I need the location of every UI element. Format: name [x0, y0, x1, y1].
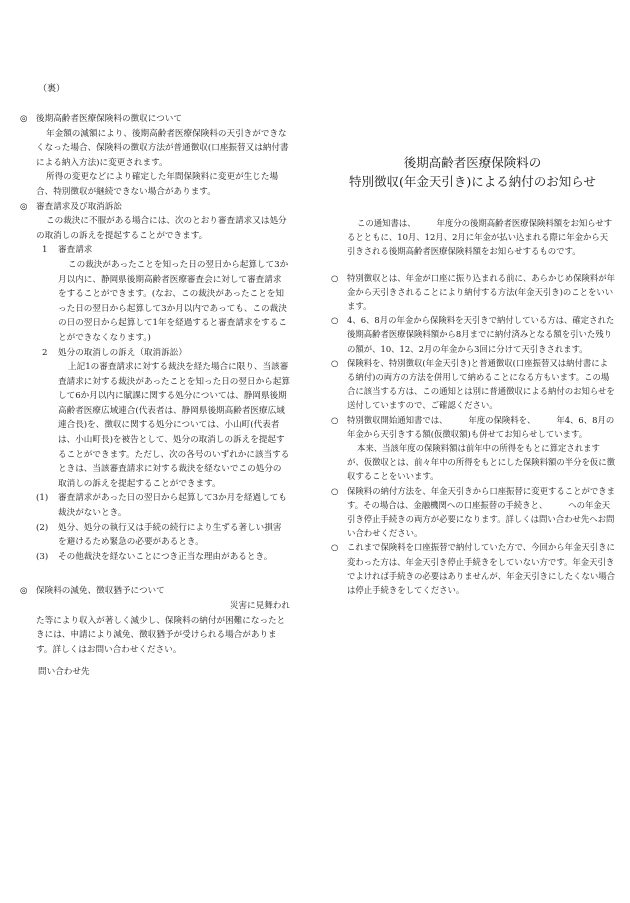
section-heading-collection	[20, 112, 290, 127]
circle-bullet-icon: ○	[331, 414, 339, 425]
sub-item-text: その他裁決を経ないことにつき正当な理由があるとき。	[58, 551, 273, 562]
circle-bullet-icon: ○	[331, 485, 339, 496]
back-side-label: （裏）	[38, 84, 66, 94]
notice-title	[330, 153, 615, 191]
paragraph: 所得の変更などにより確定した年間保険料に変更が生じた場合、特別徴収が継続できない場合があります。	[36, 172, 279, 197]
circle-bullet-icon: ○	[331, 542, 339, 553]
section-heading-appeal	[20, 200, 290, 215]
sub-item-number: (3)	[36, 551, 49, 562]
bullet-item	[331, 313, 615, 356]
section-title: 後期高齢者医療保険料の徴収について	[36, 114, 182, 124]
right-column	[331, 216, 615, 597]
item-number: 1	[42, 245, 48, 256]
bullet-item	[331, 540, 615, 597]
bullet-text: 4、6、8月の年金から保険料を天引きで納付している方は、確定された後期高齢者医療保険料額から8月までに納付済みとなる額を引いた残りの額が、10、12、2月の年金から3回に分けて天引きされます。	[347, 315, 615, 354]
paragraph: 年金額の減額により、後期高齢者医療保険料の天引きができなくなった場合、保険料の徴収方法が普通徴収(口座振替又は納付書による納入方法)に変更されます。	[36, 128, 289, 168]
bullet-text: 保険料を、特別徴収(年金天引き)と普通徴収(口座振替又は納付書による納付)の両方の方法を併用して納めることになる方もいます。この場合に該当する方は、この通知とは別に普通徴収による納付のお知らせを送付していますので、ご確認ください。	[347, 357, 615, 411]
double-circle-icon: ◎	[20, 586, 28, 597]
sub-item-text: 処分、処分の執行又は手続の続行により生ずる著しい損害を避けるため緊急の必要があるとき。	[58, 522, 282, 548]
paragraph: この裁決に不服がある場合には、次のとおり審査請求又は処分の取消しの訴えを提起することができます。	[36, 216, 287, 241]
sub-item-number: (1)	[36, 493, 49, 504]
sub-item	[20, 521, 290, 550]
numbered-item-heading	[20, 346, 290, 361]
title-line: 特別徴収(年金天引き)による納付のお知らせ	[349, 174, 596, 189]
bullet-item	[331, 271, 615, 314]
section-title: 審査請求及び取消訴訟	[36, 201, 122, 212]
paragraph-lead: 災害に見舞われ	[229, 601, 290, 611]
item-title: 処分の取消しの訴え（取消訴訟）	[58, 347, 187, 358]
left-column	[20, 112, 290, 680]
paragraph: 本来、当該年度の保険料額は前年中の所得をもとに算定されますが、仮徴収とは、前々年中の所得をもとにした保険料額の半分を仮に徴収することをいいます。	[347, 443, 615, 482]
circle-bullet-icon: ○	[331, 315, 339, 326]
title-line: 後期高齢者医療保険料の	[403, 155, 542, 170]
sub-item-number: (2)	[36, 522, 49, 533]
paragraph: 上記1の審査請求に対する裁決を経た場合に限り、当該審査請求に対する裁決があったことを知った日の翌日から起算して6か月以内に賦課に関する処分については、静岡県後期高齢者医療広域連合(代表者は、静岡県後期高齢者医療広域連合長)を、徴収に関する処分については、小山町(代表者は、小山町長)を被告として、処分の取消しの訴えを提起することができます。ただし、次の各号のいずれかに該当するときは、当該審査請求に対する裁決を経ないでこの処分の取消しの訴えを提起することができます。	[58, 362, 290, 489]
bullet-text: 特別徴収開始通知書では、 年度の保険料を、 年4、6、8月の年金から天引きする額(仮徴収額)も併せてお知らせしています。	[347, 414, 615, 439]
sub-item	[20, 491, 290, 520]
item-number: 2	[42, 347, 48, 358]
section-title: 保険料の減免、徴収猶予について	[36, 586, 165, 597]
bullet-item	[331, 356, 615, 413]
bullet-item	[331, 413, 615, 441]
item-title: 審査請求	[58, 245, 93, 256]
double-circle-icon: ◎	[20, 114, 28, 124]
bullet-item	[331, 484, 615, 541]
circle-bullet-icon: ○	[331, 272, 339, 283]
bullet-text: 保険料の納付方法を、年金天引きから口座振替に変更することができます。その場合は、金融機関への口座振替の手続きと、 への年金天引き停止手続きの両方が必要になります。詳しくは問い合わせ先へお問い合わせください。	[347, 485, 615, 539]
paragraph: この通知書は、 年度分の後期高齢者医療保険料額をお知らせするとともに、10月、12月、2月に年金が払い込まれる際に年金から天引きされる後期高齢者医療保険料額をお知らせするものです。	[347, 218, 613, 257]
paragraph: た等により収入が著しく減少し、保険料の納付が困難になったときには、申請により減免、徴収猶予が受けられる場合があります。詳しくはお問い合わせください。	[36, 615, 286, 655]
bullet-text: これまで保険料を口座振替で納付していた方で、今回から年金天引きに変わった方は、年金天引き停止手続きをしていない方です。年金天引きでよければ手続きの必要はありませんが、年金天引きにしたくない場合は停止手続きをしてください。	[347, 542, 615, 596]
paragraph: この裁決があったことを知った日の翌日から起算して3か月以内に、静岡県後期高齢者医療審査会に対して審査請求をすることができます。(なお、この裁決があったことを知った日の翌日から起算して3か月以内であっても、この裁決の日の翌日から起算して1年を経過すると審査請求をすることができなくなります。)	[58, 259, 289, 343]
bullet-text: 特別徴収とは、年金が口座に振り込まれる前に、あらかじめ保険料が年金から天引きされることにより納付する方法(年金天引き)のことをいいます。	[347, 272, 615, 312]
section-heading-reduction	[20, 584, 290, 599]
numbered-item-heading	[20, 243, 290, 258]
sub-item-text: 審査請求があった日の翌日から起算して3か月を経過しても裁決がないとき。	[58, 493, 287, 519]
contact-label: 問い合わせ先	[38, 667, 90, 678]
sub-item	[20, 550, 290, 565]
circle-bullet-icon: ○	[331, 357, 339, 368]
double-circle-icon: ◎	[20, 201, 28, 212]
